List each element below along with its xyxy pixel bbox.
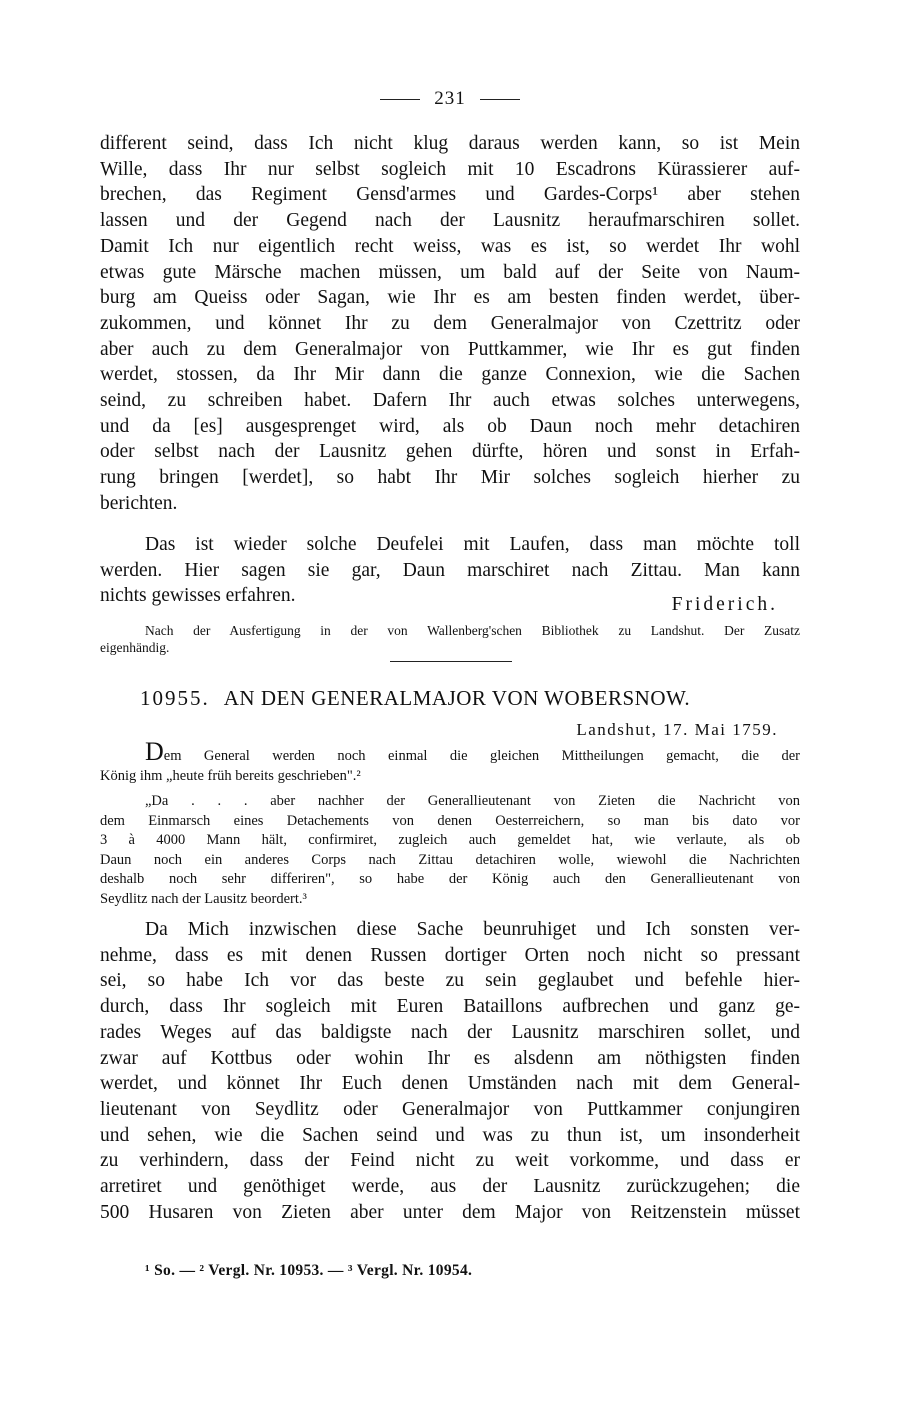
text-line: sei, so habe Ich vor das beste zu sein geglaubet und befehle hier-	[100, 970, 800, 992]
quote-line: Seydlitz nach der Lausitz beordert.³	[100, 890, 307, 907]
text-line: Wille, dass Ihr nur selbst sogleich mit 10 Escadrons Kürassierer auf-	[100, 158, 800, 180]
text-line: aber auch zu dem Generalmajor von Puttkammer, wie Ihr es gut finden	[100, 338, 800, 360]
text-line: lassen und der Gegend nach der Lausnitz heraufmarschiren sollet.	[100, 210, 800, 232]
text-line: arretiret und genöthiget werde, aus der Lausnitz zurückzugehen; die	[100, 1176, 800, 1198]
text-line: 500 Husaren von Zieten aber unter dem Major von Reitzenstein müsset	[100, 1201, 800, 1223]
text-line: durch, dass Ihr sogleich mit Euren Bataillons aufbrechen und ganz ge-	[100, 996, 800, 1018]
text-line: brechen, das Regiment Gensd'armes und Gardes-Corps¹ aber stehen	[100, 184, 800, 206]
letter-body-paragraph	[100, 917, 800, 1225]
place-date: Landshut, 17. Mai 1759.	[576, 720, 778, 739]
footnotes: ¹ So. — ² Vergl. Nr. 10953. — ³ Vergl. Nr. 10954.	[145, 1262, 473, 1279]
letter-title: AN DEN GENERALMAJOR VON WOBERSNOW.	[223, 686, 691, 710]
text-line: nichts gewisses erfahren.	[100, 585, 296, 607]
text-line: burg am Queiss oder Sagan, wie Ihr es am besten finden werdet, über-	[100, 287, 800, 309]
quote-line: Daun noch ein anderes Corps nach Zittau detachiren wolle, wiewohl die Nachrichten	[100, 851, 800, 868]
letter-number: 10955.	[140, 686, 210, 710]
page-header	[100, 88, 800, 110]
quote-line: deshalb noch sehr differiren", so habe der König auch den Generallieutenant von	[100, 871, 800, 887]
text-line: seind, zu schreiben habet. Dafern Ihr auch etwas solches unterwegens,	[100, 390, 800, 412]
text-line: Da Mich inzwischen diese Sache beunruhiget und Ich sonsten ver-	[145, 919, 800, 940]
text-line: werdet, und könnet Ihr Euch denen Umständen nach mit dem General-	[100, 1073, 800, 1095]
summary-line: König ihm „heute früh bereits geschrieben".²	[100, 767, 361, 784]
source-note	[100, 622, 800, 656]
header-dash-left	[380, 99, 420, 100]
text-line: berichten.	[100, 492, 178, 514]
header-dash-right	[480, 99, 520, 100]
text-line: zukommen, und könnet Ihr zu dem Generalmajor von Czettritz oder	[100, 312, 800, 334]
quote-line: 3 à 4000 Mann hält, confirmiret, zugleich auch gemeldet hat, wie verlaute, als ob	[100, 832, 800, 848]
letter-summary	[100, 737, 800, 786]
text-line: und sehen, wie die Sachen seind und was zu thun ist, um insonderheit	[100, 1124, 800, 1146]
text-line: rung bringen [werdet], so habt Ihr Mir solches sogleich hierher zu	[100, 467, 800, 489]
text-line: zu verhindern, dass der Feind nicht zu weit vorkomme, und dass er	[100, 1150, 800, 1172]
summary-line: em General werden noch einmal die gleichen Mittheilungen gemacht, die der	[163, 748, 800, 764]
quote-line: dem Einmarsch eines Detachements von denen Oesterreichern, so man bis dato vor	[100, 812, 800, 829]
note-line: eigenhändig.	[100, 640, 170, 655]
text-line: lieutenant von Seydlitz oder Generalmajor von Puttkammer conjungiren	[100, 1098, 800, 1120]
section-divider	[390, 661, 512, 662]
page-number: 231	[434, 88, 466, 109]
drop-cap: D	[145, 737, 164, 766]
text-line: oder selbst nach der Lausnitz gehen dürfte, hören und sonst in Erfah-	[100, 441, 800, 463]
text-line: Das ist wieder solche Deufelei mit Laufen, dass man möchte toll	[145, 534, 800, 555]
note-line: Nach der Ausfertigung in der von Wallenberg'schen Bibliothek zu Landshut. Der Zusatz	[145, 623, 800, 638]
letter-heading	[140, 686, 690, 711]
signature: Friderich.	[671, 594, 778, 615]
text-line: werden. Hier sagen sie gar, Daun marschiret nach Zittau. Man kann	[100, 559, 800, 581]
text-line: etwas gute Märsche machen müssen, um bald auf der Seite von Naum-	[100, 261, 800, 283]
text-line: und da [es] ausgesprenget wird, als ob Daun noch mehr detachiren	[100, 415, 800, 437]
text-line: different seind, dass Ich nicht klug daraus werden kann, so ist Mein	[100, 133, 800, 154]
text-line: Damit Ich nur eigentlich recht weiss, was es ist, so werdet Ihr wohl	[100, 235, 800, 257]
text-line: zwar auf Kottbus oder wohin Ihr es alsdenn am nöthigsten finden	[100, 1047, 800, 1069]
text-line: nehme, dass es mit denen Russen dortiger Orten noch nicht so pressant	[100, 944, 800, 966]
text-line: werdet, stossen, da Ihr Mir dann die ganze Connexion, wie die Sachen	[100, 364, 800, 386]
quote-line: „Da . . . aber nachher der Generallieutenant von Zieten die Nachricht von	[145, 793, 800, 809]
text-line: rades Weges auf das baldigste nach der Lausnitz marschiren sollet, und	[100, 1021, 800, 1043]
quoted-passage	[100, 792, 800, 909]
letter-continuation-paragraph	[100, 131, 800, 517]
